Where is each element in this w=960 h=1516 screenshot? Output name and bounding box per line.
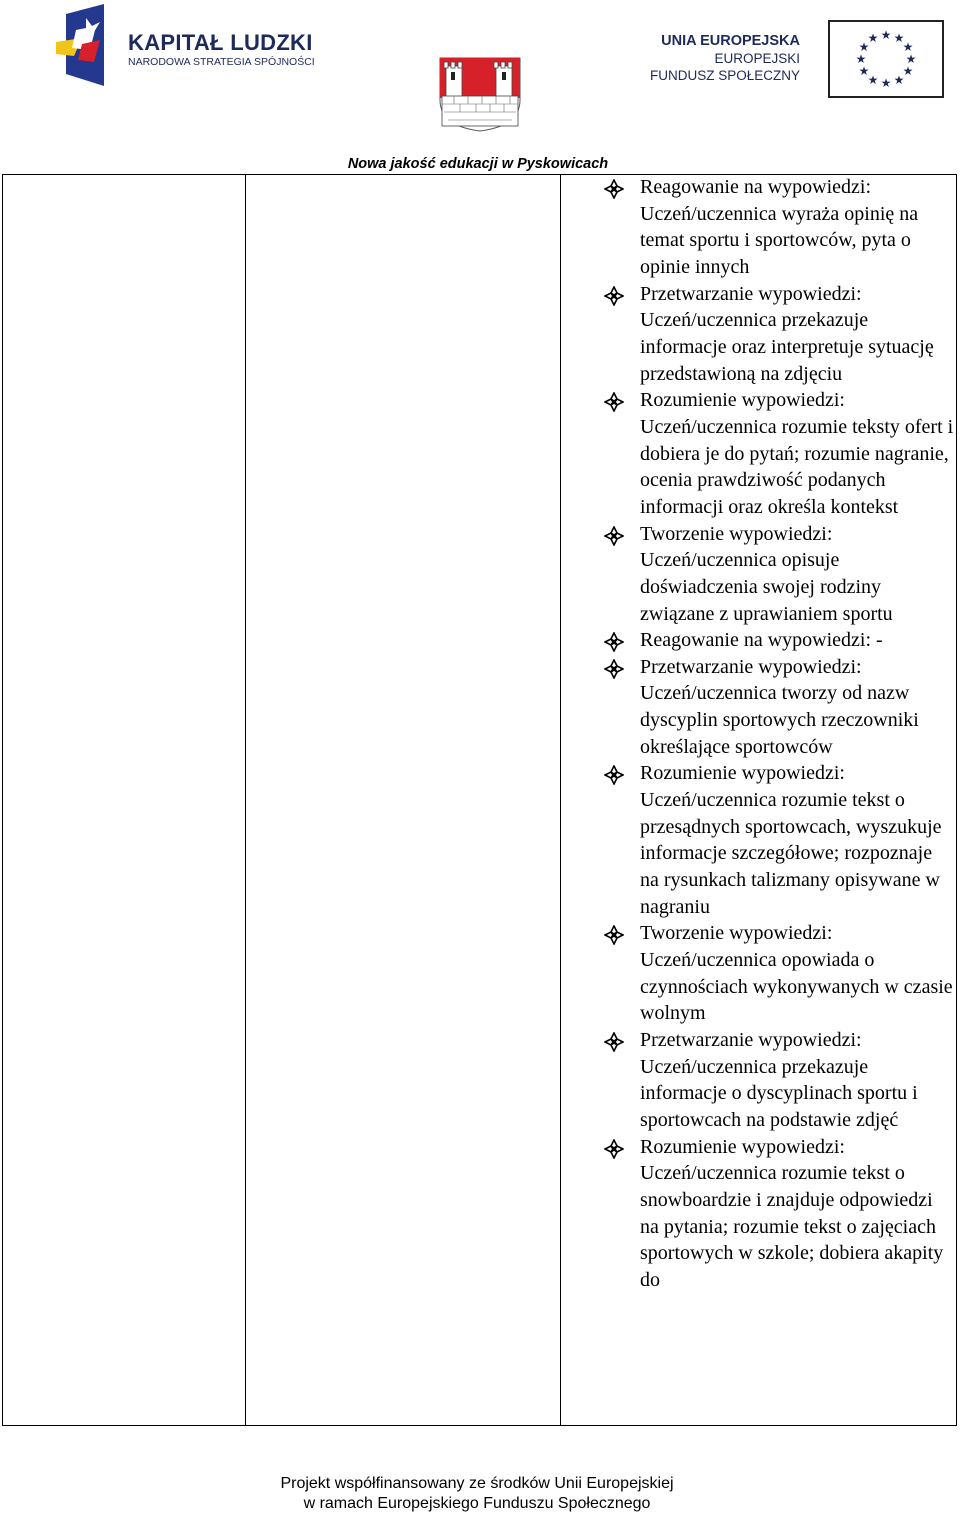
svg-text:★: ★ bbox=[902, 40, 914, 54]
project-caption: Nowa jakość edukacji w Pyskowicach bbox=[347, 156, 609, 172]
list-item: Przetwarzanie wypowiedzi: Uczeń/uczennica tworzy od nazw dyscyplin sportowych rzeczowniki określające sportowców bbox=[604, 654, 954, 761]
item-description: - bbox=[876, 629, 883, 652]
svg-text:★: ★ bbox=[902, 64, 914, 78]
item-heading: Reagowanie na wypowiedzi bbox=[640, 629, 866, 652]
diamond-bullet-icon bbox=[604, 765, 624, 785]
item-heading: Przetwarzanie wypowiedzi bbox=[640, 655, 857, 678]
item-heading: Przetwarzanie wypowiedzi bbox=[640, 1029, 857, 1051]
kapital-ludzki-emblem-icon bbox=[56, 4, 116, 94]
footer-line-2: w ramach Europejskiego Funduszu Społecznego bbox=[303, 1495, 651, 1512]
item-heading: Rozumienie wypowiedzi bbox=[640, 1135, 840, 1158]
item-heading: Reagowanie na wypowiedzi bbox=[640, 176, 866, 198]
column-divider-2 bbox=[560, 175, 561, 1425]
item-description: Uczeń/uczennica przekazuje informacje oraz interpretuje sytuację przedstawioną na zdjęciu bbox=[640, 309, 934, 385]
svg-text:★: ★ bbox=[855, 52, 867, 66]
eu-logo bbox=[648, 30, 948, 104]
svg-text:★: ★ bbox=[858, 40, 870, 54]
eu-stars-icon bbox=[828, 20, 944, 98]
eu-line-1: UNIA EUROPEJSKA bbox=[661, 33, 800, 49]
svg-text:★: ★ bbox=[867, 73, 879, 87]
item-heading: Tworzenie wypowiedzi bbox=[640, 522, 827, 545]
svg-text:★: ★ bbox=[893, 31, 905, 45]
item-description: Uczeń/uczennica rozumie tekst o przesądnych sportowcach, wyszukuje informacje szczegółowe; rozpoznaje na rysunkach talizmany opisywane w nagraniu bbox=[640, 789, 942, 918]
list-item: Tworzenie wypowiedzi: Uczeń/uczennica opowiada o czynnościach wykonywanych w czasie wolnym bbox=[604, 920, 954, 1027]
competency-list bbox=[604, 174, 954, 1294]
svg-text:★: ★ bbox=[905, 52, 917, 66]
diamond-bullet-icon bbox=[604, 526, 624, 546]
list-item: Rozumienie wypowiedzi: Uczeń/uczennica rozumie teksty ofert i dobiera je do pytań; rozumie nagranie, ocenia prawdziwość podanych informacji oraz określa kontekst bbox=[604, 387, 954, 520]
diamond-bullet-icon bbox=[604, 1139, 624, 1159]
item-description: Uczeń/uczennica przekazuje informacje o dyscyplinach sportu i sportowcach na podstawie zdjęć bbox=[640, 1055, 918, 1131]
item-description: Uczeń/uczennica tworzy od nazw dyscyplin sportowych rzeczowniki określające sportowców bbox=[640, 682, 919, 758]
list-item: Reagowanie na wypowiedzi: - bbox=[604, 627, 954, 654]
item-heading: Rozumienie wypowiedzi bbox=[640, 762, 840, 785]
list-item: Rozumienie wypowiedzi: Uczeń/uczennica rozumie tekst o snowboardzie i znajduje odpowiedzi na pytania; rozumie tekst o zajęciach sportowych w szkole; dobiera akapity do bbox=[604, 1134, 954, 1294]
item-description: Uczeń/uczennica rozumie tekst o snowboardzie i znajduje odpowiedzi na pytania; rozumie tekst o zajęciach sportowych w szkole; dobiera akapity do bbox=[640, 1162, 944, 1291]
list-item: Przetwarzanie wypowiedzi: Uczeń/uczennica przekazuje informacje oraz interpretuje sytuację przedstawioną na zdjęciu bbox=[604, 281, 954, 388]
footer bbox=[0, 1474, 960, 1514]
list-item: Rozumienie wypowiedzi: Uczeń/uczennica rozumie tekst o przesądnych sportowcach, wyszukuje informacje szczegółowe; rozpoznaje na rysunkach talizmany opisywane w nagraniu bbox=[604, 760, 954, 920]
eu-line-2: EUROPEJSKI bbox=[714, 51, 800, 66]
item-heading: Tworzenie wypowiedzi bbox=[640, 922, 827, 945]
eu-line-3: FUNDUSZ SPOŁECZNY bbox=[649, 68, 800, 83]
item-heading: Rozumienie wypowiedzi bbox=[640, 389, 840, 412]
item-description: Uczeń/uczennica opowiada o czynnościach wykonywanych w czasie wolnym bbox=[640, 949, 953, 1025]
town-crest-icon bbox=[438, 56, 522, 132]
diamond-bullet-icon bbox=[604, 1032, 624, 1052]
kapital-ludzki-title: KAPITAŁ LUDZKI bbox=[128, 30, 313, 55]
svg-text:★: ★ bbox=[880, 28, 892, 42]
item-heading: Przetwarzanie wypowiedzi bbox=[640, 282, 857, 305]
list-item: Reagowanie na wypowiedzi: Uczeń/uczennica wyraża opinię na temat sportu i sportowców, pyta o opinie innych bbox=[604, 174, 954, 281]
diamond-bullet-icon bbox=[604, 286, 624, 306]
list-item: Tworzenie wypowiedzi: Uczeń/uczennica opisuje doświadczenia swojej rodziny związane z uprawianiem sportu bbox=[604, 521, 954, 628]
svg-text:★: ★ bbox=[880, 76, 892, 90]
kapital-ludzki-subtitle: NARODOWA STRATEGIA SPÓJNOŚCI bbox=[128, 56, 315, 68]
svg-text:★: ★ bbox=[893, 73, 905, 87]
item-description: Uczeń/uczennica rozumie teksty ofert i dobiera je do pytań; rozumie nagranie, ocenia prawdziwość podanych informacji oraz określa kontekst bbox=[640, 415, 954, 518]
diamond-bullet-icon bbox=[604, 632, 624, 652]
list-item: Przetwarzanie wypowiedzi: Uczeń/uczennica przekazuje informacje o dyscyplinach sportu i sportowcach na podstawie zdjęć bbox=[604, 1027, 954, 1134]
svg-text:★: ★ bbox=[858, 64, 870, 78]
diamond-bullet-icon bbox=[604, 659, 624, 679]
svg-text:★: ★ bbox=[867, 31, 879, 45]
diamond-bullet-icon bbox=[604, 925, 624, 945]
diamond-bullet-icon bbox=[604, 179, 624, 199]
column-divider-1 bbox=[245, 175, 246, 1425]
item-description: Uczeń/uczennica opisuje doświadczenia swojej rodziny związane z uprawianiem sportu bbox=[640, 549, 893, 625]
item-description: Uczeń/uczennica wyraża opinię na temat sportu i sportowców, pyta o opinie innych bbox=[640, 202, 919, 278]
footer-line-1: Projekt współfinansowany ze środków Unii Europejskiej bbox=[280, 1475, 674, 1492]
diamond-bullet-icon bbox=[604, 392, 624, 412]
